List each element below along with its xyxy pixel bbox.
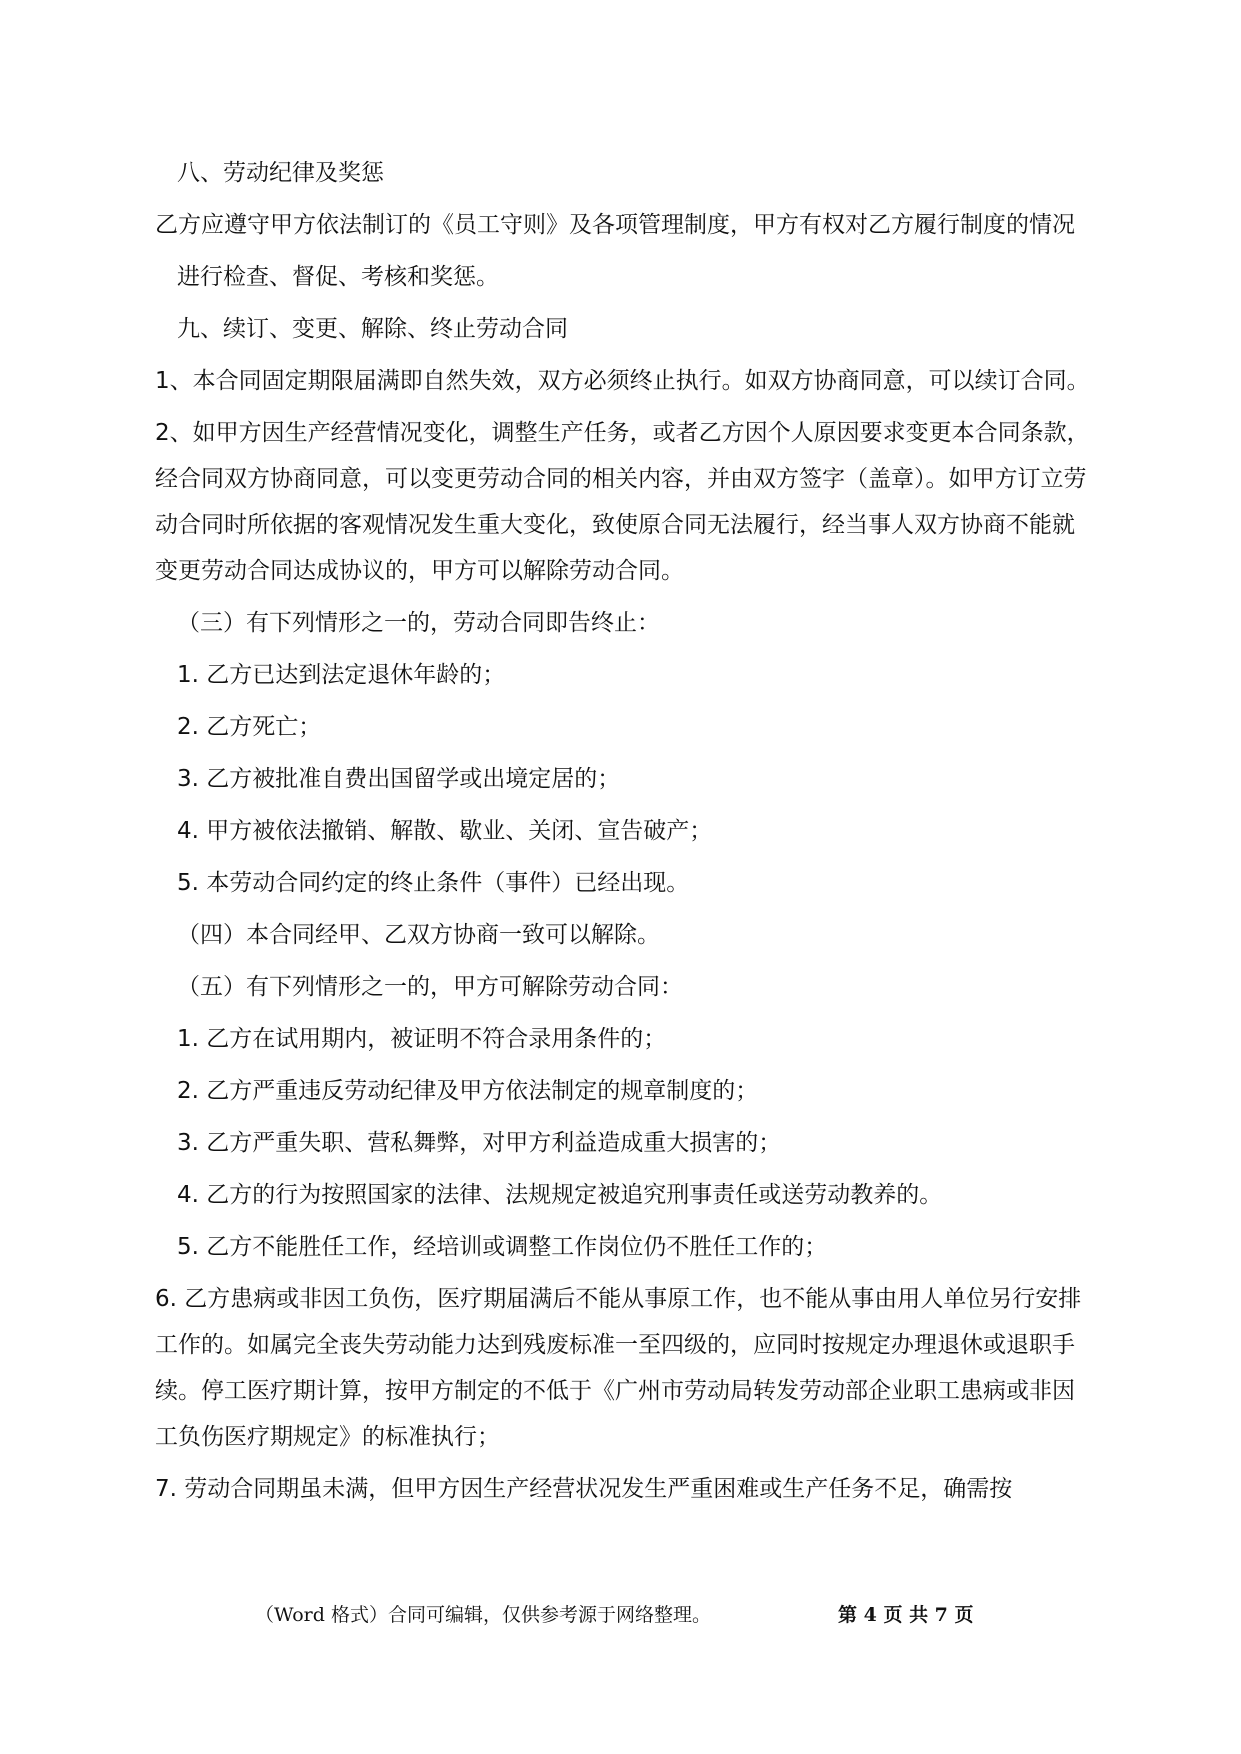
paragraph: 进行检查、督促、考核和奖惩。 [177, 264, 499, 290]
paragraph: 乙方应遵守甲方依法制订的《员工守则》及各项管理制度，甲方有权对乙方履行制度的情况 [155, 212, 1075, 238]
list-item: 5. 乙方不能胜任工作，经培训或调整工作岗位仍不胜任工作的； [177, 1234, 828, 1260]
list-item: 3. 乙方严重失职、营私舞弊，对甲方利益造成重大损害的； [177, 1130, 782, 1156]
clause-2: 2、如甲方因生产经营情况变化，调整生产任务，或者乙方因个人原因要求变更本合同条款，经合同双方协商同意，可以变更劳动合同的相关内容，并由双方签字（盖章）。如甲方订立劳动合同时所依据的客观情况发生重大变化，致使原合同无法履行，经当事人双方协商不能就变更劳动合同达成协议的，甲方可以解除劳动合同。 [155, 420, 1090, 584]
list-item: 4. 乙方的行为按照国家的法律、法规规定被追究刑事责任或送劳动教养的。 [177, 1182, 943, 1208]
document-body [155, 150, 1095, 1518]
section-heading-8: 八、劳动纪律及奖惩 [177, 160, 384, 186]
subsection-5: （五）有下列情形之一的，甲方可解除劳动合同： [177, 974, 683, 1000]
list-item: 3. 乙方被批准自费出国留学或出境定居的； [177, 766, 621, 792]
subsection-3: （三）有下列情形之一的，劳动合同即告终止： [177, 610, 660, 636]
list-item: 2. 乙方死亡； [177, 714, 322, 740]
list-item: 1. 乙方在试用期内，被证明不符合录用条件的； [177, 1026, 667, 1052]
page-number: 第 4 页 共 7 页 [838, 1604, 974, 1626]
list-item: 1. 乙方已达到法定退休年龄的； [177, 662, 506, 688]
section-heading-9: 九、续订、变更、解除、终止劳动合同 [177, 316, 568, 342]
subsection-4: （四）本合同经甲、乙双方协商一致可以解除。 [177, 922, 660, 948]
list-item: 5. 本劳动合同约定的终止条件（事件）已经出现。 [177, 870, 690, 896]
footer-note: （Word 格式）合同可编辑，仅供参考源于网络整理。 [255, 1604, 711, 1626]
clause-1: 1、本合同固定期限届满即自然失效，双方必须终止执行。如双方协商同意，可以续订合同。 [155, 368, 1090, 394]
list-item: 4. 甲方被依法撤销、解散、歇业、关闭、宣告破产； [177, 818, 713, 844]
list-item: 6. 乙方患病或非因工负伤，医疗期届满后不能从事原工作，也不能从事由用人单位另行安排工作的。如属完全丧失劳动能力达到残废标准一至四级的，应同时按规定办理退休或退职手续。停工医疗期计算，按甲方制定的不低于《广州市劳动局转发劳动部企业职工患病或非因工负伤医疗期规定》的标准执行； [155, 1286, 1082, 1450]
list-item: 2. 乙方严重违反劳动纪律及甲方依法制定的规章制度的； [177, 1078, 759, 1104]
list-item: 7. 劳动合同期虽未满，但甲方因生产经营状况发生严重困难或生产任务不足，确需按 [155, 1476, 1013, 1502]
